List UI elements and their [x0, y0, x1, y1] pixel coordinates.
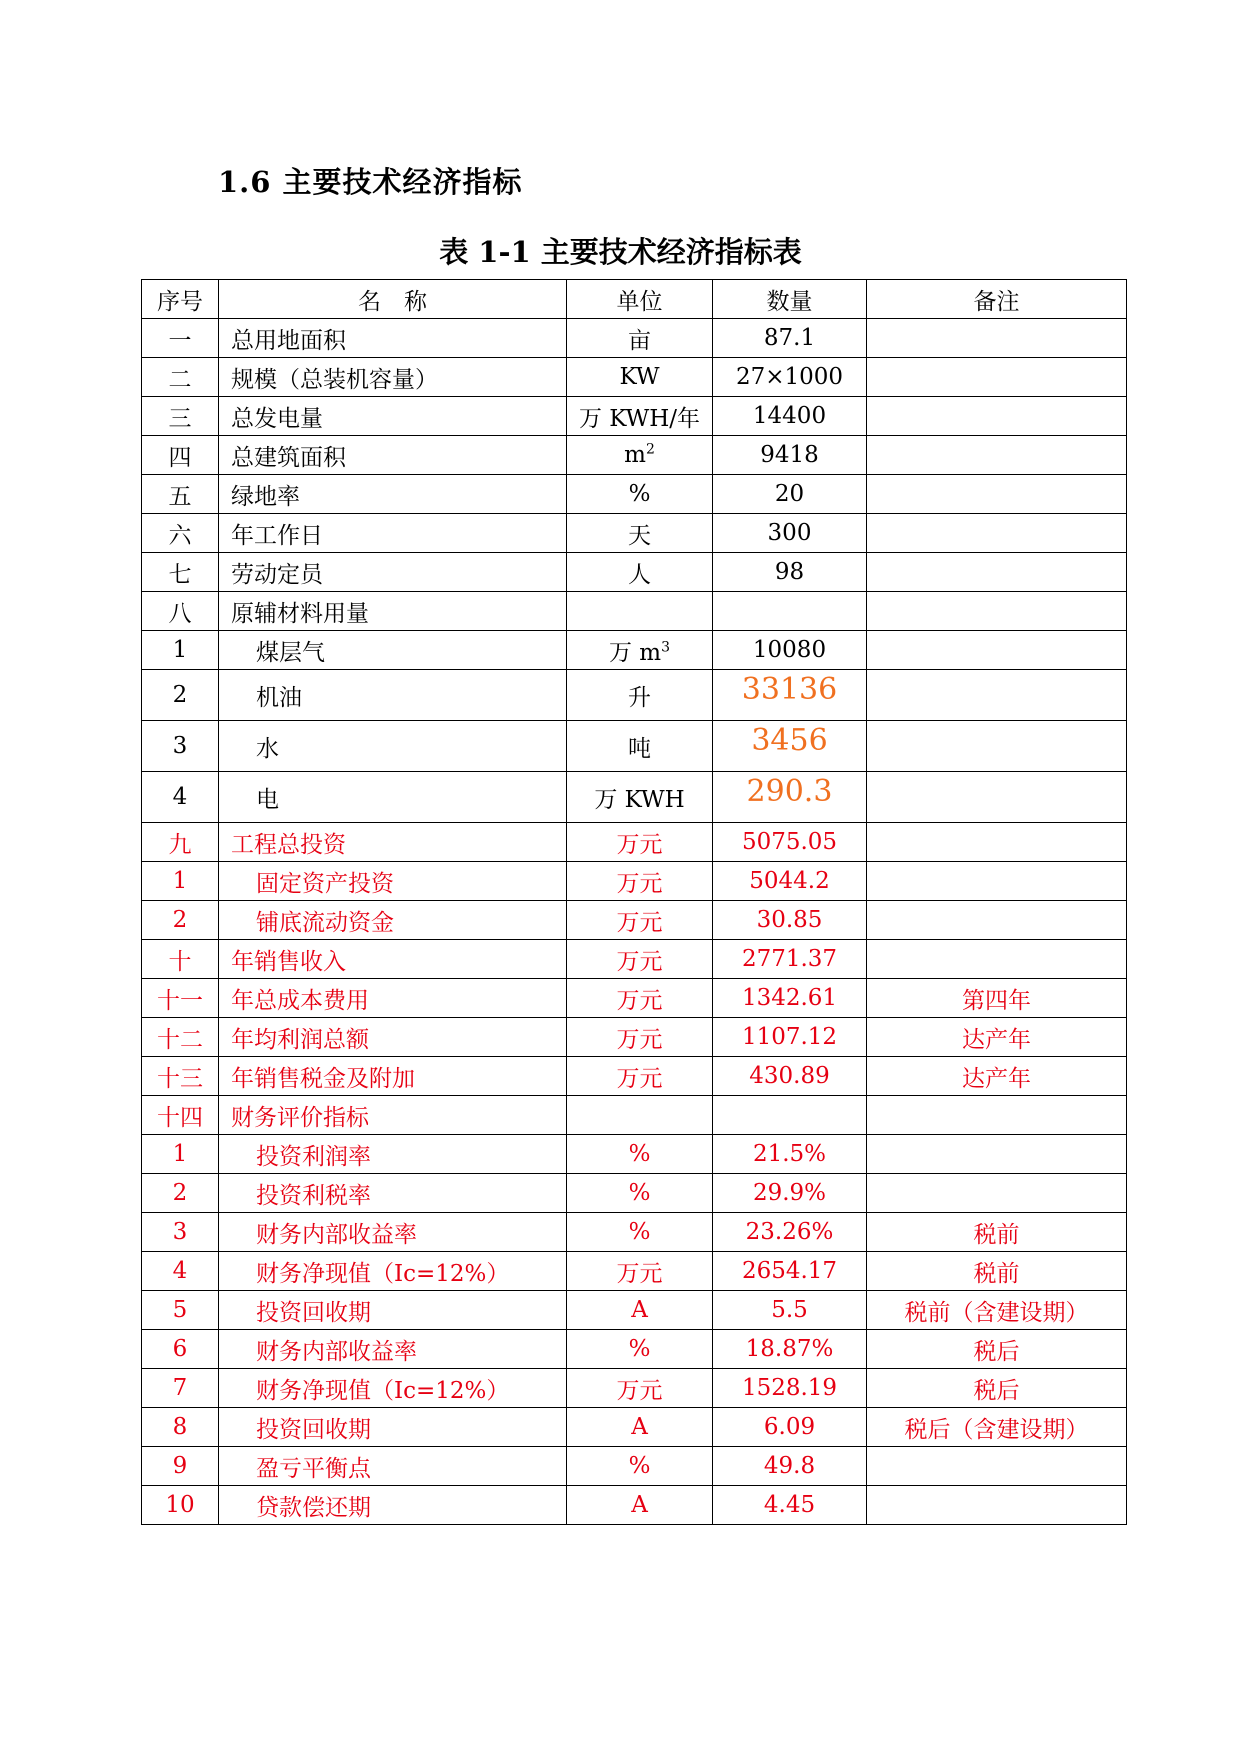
cell-no: 8 — [142, 1408, 219, 1447]
unit-text: 万 m — [608, 639, 662, 666]
table-row — [142, 823, 1127, 862]
header-unit: 单位 — [567, 280, 713, 319]
qty-highlight: 3456 — [751, 722, 828, 758]
cell-qty: 9418 — [713, 436, 867, 475]
table-row — [142, 862, 1127, 901]
cell-name: 年总成本费用 — [219, 979, 567, 1018]
cell-qty: 1342.61 — [713, 979, 867, 1018]
cell-note — [867, 1486, 1127, 1525]
cell-name: 投资回收期 — [219, 1408, 567, 1447]
qty-highlight: 33136 — [741, 671, 838, 707]
table-row — [142, 475, 1127, 514]
cell-note — [867, 862, 1127, 901]
cell-unit — [567, 1291, 713, 1330]
table-row — [142, 1291, 1127, 1330]
table-row — [142, 1486, 1127, 1525]
cell-unit — [567, 397, 713, 436]
table-header-row — [142, 280, 1127, 319]
cell-qty: 6.09 — [713, 1408, 867, 1447]
cell-qty — [713, 721, 867, 772]
cell-note — [867, 670, 1127, 721]
table-row — [142, 1174, 1127, 1213]
table-row — [142, 1018, 1127, 1057]
cell-note: 税后（含建设期） — [867, 1408, 1127, 1447]
cell-unit — [567, 358, 713, 397]
cell-qty: 300 — [713, 514, 867, 553]
cell-name: 财务净现值（Ic=12%） — [219, 1369, 567, 1408]
table-row — [142, 1252, 1127, 1291]
cell-note: 税后 — [867, 1330, 1127, 1369]
cell-unit — [567, 1174, 713, 1213]
unit-text: % — [628, 1219, 651, 1245]
table-row — [142, 979, 1127, 1018]
cell-name: 工程总投资 — [219, 823, 567, 862]
cell-unit — [567, 1330, 713, 1369]
table-row — [142, 940, 1127, 979]
cell-unit — [567, 319, 713, 358]
unit-superscript: 3 — [661, 638, 671, 655]
cell-qty: 14400 — [713, 397, 867, 436]
cell-no: 3 — [142, 1213, 219, 1252]
cell-name: 投资回收期 — [219, 1291, 567, 1330]
header-qty: 数量 — [713, 280, 867, 319]
unit-text: 人 — [628, 561, 651, 588]
cell-name: 年工作日 — [219, 514, 567, 553]
cell-no: 九 — [142, 823, 219, 862]
table-row — [142, 1369, 1127, 1408]
unit-text: 万元 — [616, 948, 663, 975]
cell-unit — [567, 1135, 713, 1174]
cell-unit — [567, 1018, 713, 1057]
cell-unit — [567, 553, 713, 592]
cell-no: 二 — [142, 358, 219, 397]
cell-unit — [567, 772, 713, 823]
cell-qty: 5044.2 — [713, 862, 867, 901]
section-title: 1.6 主要技术经济指标 — [218, 165, 523, 199]
unit-text: 万 KWH — [594, 786, 685, 813]
cell-note — [867, 592, 1127, 631]
table-row — [142, 358, 1127, 397]
cell-unit — [567, 940, 713, 979]
header-no: 序号 — [142, 280, 219, 319]
table-row — [142, 772, 1127, 823]
cell-note — [867, 940, 1127, 979]
unit-text: 万 KWH/年 — [578, 405, 701, 432]
cell-qty: 2654.17 — [713, 1252, 867, 1291]
cell-name: 机油 — [219, 670, 567, 721]
cell-name: 投资利润率 — [219, 1135, 567, 1174]
cell-note — [867, 475, 1127, 514]
cell-note: 税前（含建设期） — [867, 1291, 1127, 1330]
table-row — [142, 1447, 1127, 1486]
cell-qty: 5.5 — [713, 1291, 867, 1330]
cell-note — [867, 1447, 1127, 1486]
cell-name: 铺底流动资金 — [219, 901, 567, 940]
table-row — [142, 631, 1127, 670]
cell-unit — [567, 901, 713, 940]
cell-note — [867, 1096, 1127, 1135]
cell-name: 绿地率 — [219, 475, 567, 514]
cell-name: 年销售收入 — [219, 940, 567, 979]
unit-text: % — [628, 1180, 651, 1206]
cell-name: 总发电量 — [219, 397, 567, 436]
cell-name: 总用地面积 — [219, 319, 567, 358]
cell-no: 1 — [142, 1135, 219, 1174]
cell-unit — [567, 1096, 713, 1135]
cell-qty: 5075.05 — [713, 823, 867, 862]
unit-text: KW — [619, 364, 660, 390]
cell-qty: 18.87% — [713, 1330, 867, 1369]
cell-qty: 23.26% — [713, 1213, 867, 1252]
cell-name: 煤层气 — [219, 631, 567, 670]
cell-unit — [567, 1213, 713, 1252]
unit-text: 万元 — [616, 831, 663, 858]
cell-no: 10 — [142, 1486, 219, 1525]
cell-unit — [567, 631, 713, 670]
cell-name: 规模（总装机容量） — [219, 358, 567, 397]
cell-no: 4 — [142, 1252, 219, 1291]
cell-name: 电 — [219, 772, 567, 823]
cell-qty: 21.5% — [713, 1135, 867, 1174]
cell-unit — [567, 670, 713, 721]
table-caption: 表 1-1 主要技术经济指标表 — [439, 235, 802, 269]
cell-name: 财务内部收益率 — [219, 1213, 567, 1252]
cell-note — [867, 397, 1127, 436]
table-row — [142, 553, 1127, 592]
table-row — [142, 319, 1127, 358]
cell-qty: 1528.19 — [713, 1369, 867, 1408]
cell-no: 2 — [142, 901, 219, 940]
unit-text: 万元 — [616, 1260, 663, 1287]
cell-note — [867, 823, 1127, 862]
cell-unit — [567, 1486, 713, 1525]
unit-text: 万元 — [616, 909, 663, 936]
unit-text: 万元 — [616, 870, 663, 897]
cell-unit — [567, 1057, 713, 1096]
cell-no: 6 — [142, 1330, 219, 1369]
cell-qty: 29.9% — [713, 1174, 867, 1213]
cell-unit — [567, 1447, 713, 1486]
cell-unit — [567, 721, 713, 772]
unit-text: % — [628, 1141, 651, 1167]
unit-text: 万元 — [616, 1026, 663, 1053]
cell-qty: 10080 — [713, 631, 867, 670]
unit-text: A — [631, 1414, 648, 1440]
cell-unit — [567, 1252, 713, 1291]
cell-qty: 87.1 — [713, 319, 867, 358]
cell-unit — [567, 1408, 713, 1447]
unit-text: A — [631, 1297, 648, 1323]
cell-qty: 98 — [713, 553, 867, 592]
cell-unit — [567, 1369, 713, 1408]
cell-note — [867, 721, 1127, 772]
cell-no: 9 — [142, 1447, 219, 1486]
cell-qty: 27×1000 — [713, 358, 867, 397]
cell-no: 4 — [142, 772, 219, 823]
cell-name: 总建筑面积 — [219, 436, 567, 475]
cell-qty: 430.89 — [713, 1057, 867, 1096]
cell-note — [867, 772, 1127, 823]
cell-qty: 49.8 — [713, 1447, 867, 1486]
header-note: 备注 — [867, 280, 1127, 319]
cell-unit — [567, 823, 713, 862]
cell-qty: 30.85 — [713, 901, 867, 940]
cell-note: 达产年 — [867, 1057, 1127, 1096]
unit-text: 万元 — [616, 987, 663, 1014]
cell-no: 十 — [142, 940, 219, 979]
cell-name: 年均利润总额 — [219, 1018, 567, 1057]
unit-text: A — [631, 1492, 648, 1518]
cell-name: 水 — [219, 721, 567, 772]
cell-note — [867, 1174, 1127, 1213]
cell-no: 八 — [142, 592, 219, 631]
cell-qty — [713, 670, 867, 721]
cell-note — [867, 319, 1127, 358]
cell-no: 十二 — [142, 1018, 219, 1057]
cell-no: 三 — [142, 397, 219, 436]
cell-qty — [713, 1096, 867, 1135]
cell-name: 财务净现值（Ic=12%） — [219, 1252, 567, 1291]
cell-no: 十四 — [142, 1096, 219, 1135]
cell-name: 财务评价指标 — [219, 1096, 567, 1135]
cell-qty — [713, 772, 867, 823]
header-name: 名 称 — [219, 280, 567, 319]
cell-qty: 20 — [713, 475, 867, 514]
unit-text: 万元 — [616, 1065, 663, 1092]
cell-unit — [567, 514, 713, 553]
indicator-table — [141, 279, 1127, 1525]
cell-note — [867, 1135, 1127, 1174]
cell-note — [867, 901, 1127, 940]
table-row — [142, 1330, 1127, 1369]
cell-note: 第四年 — [867, 979, 1127, 1018]
cell-no: 3 — [142, 721, 219, 772]
unit-text: 亩 — [628, 327, 651, 354]
cell-note — [867, 631, 1127, 670]
cell-no: 1 — [142, 862, 219, 901]
table-row — [142, 901, 1127, 940]
cell-qty — [713, 592, 867, 631]
cell-name: 原辅材料用量 — [219, 592, 567, 631]
unit-text: 天 — [628, 522, 651, 549]
cell-no: 1 — [142, 631, 219, 670]
unit-text: % — [628, 1336, 651, 1362]
cell-no: 一 — [142, 319, 219, 358]
cell-qty: 2771.37 — [713, 940, 867, 979]
cell-name: 劳动定员 — [219, 553, 567, 592]
table-row — [142, 436, 1127, 475]
cell-note — [867, 514, 1127, 553]
table-row — [142, 1408, 1127, 1447]
table-row — [142, 670, 1127, 721]
cell-note: 达产年 — [867, 1018, 1127, 1057]
cell-no: 七 — [142, 553, 219, 592]
cell-note — [867, 553, 1127, 592]
cell-note: 税后 — [867, 1369, 1127, 1408]
cell-note — [867, 436, 1127, 475]
cell-unit — [567, 979, 713, 1018]
table-row — [142, 514, 1127, 553]
cell-note: 税前 — [867, 1252, 1127, 1291]
cell-unit — [567, 862, 713, 901]
cell-name: 投资利税率 — [219, 1174, 567, 1213]
unit-text: 升 — [628, 684, 651, 711]
cell-no: 5 — [142, 1291, 219, 1330]
table-row — [142, 1213, 1127, 1252]
cell-qty: 1107.12 — [713, 1018, 867, 1057]
qty-highlight: 290.3 — [746, 773, 833, 809]
table-row — [142, 1135, 1127, 1174]
cell-note: 税前 — [867, 1213, 1127, 1252]
cell-name: 年销售税金及附加 — [219, 1057, 567, 1096]
cell-no: 五 — [142, 475, 219, 514]
table-row — [142, 397, 1127, 436]
cell-name: 财务内部收益率 — [219, 1330, 567, 1369]
unit-text: 吨 — [628, 735, 651, 762]
table-row — [142, 592, 1127, 631]
table-row — [142, 1057, 1127, 1096]
cell-qty: 4.45 — [713, 1486, 867, 1525]
table-row — [142, 1096, 1127, 1135]
unit-text: 万元 — [616, 1377, 663, 1404]
cell-unit — [567, 436, 713, 475]
cell-no: 7 — [142, 1369, 219, 1408]
cell-unit — [567, 592, 713, 631]
cell-no: 2 — [142, 1174, 219, 1213]
cell-no: 2 — [142, 670, 219, 721]
cell-no: 十三 — [142, 1057, 219, 1096]
unit-text: m — [624, 442, 646, 468]
cell-no: 十一 — [142, 979, 219, 1018]
unit-text: % — [628, 481, 651, 507]
cell-no: 六 — [142, 514, 219, 553]
unit-superscript: 2 — [645, 441, 655, 458]
table-row — [142, 721, 1127, 772]
cell-unit — [567, 475, 713, 514]
cell-name: 贷款偿还期 — [219, 1486, 567, 1525]
cell-name: 盈亏平衡点 — [219, 1447, 567, 1486]
cell-no: 四 — [142, 436, 219, 475]
cell-name: 固定资产投资 — [219, 862, 567, 901]
unit-text: % — [628, 1453, 651, 1479]
cell-note — [867, 358, 1127, 397]
